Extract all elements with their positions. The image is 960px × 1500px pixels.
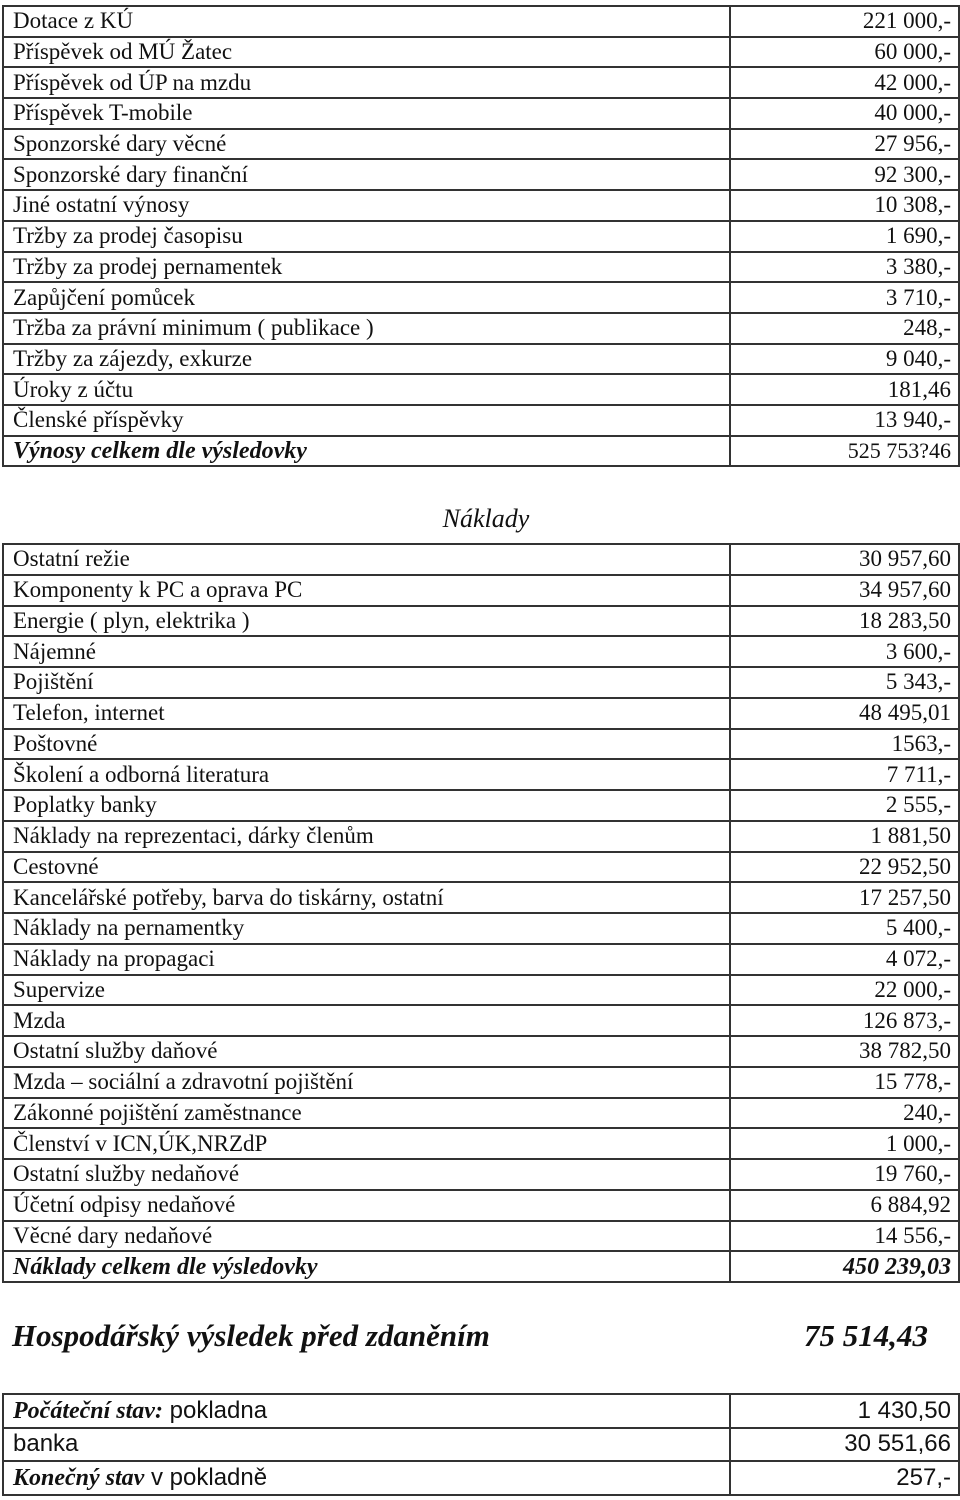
revenue-label: Příspěvek T-mobile [3, 98, 730, 129]
cost-label: Poplatky banky [3, 790, 730, 821]
cost-row [3, 544, 959, 575]
revenue-row [3, 67, 959, 98]
cost-amount: 7 711,- [730, 759, 959, 790]
revenue-amount: 42 000,- [730, 67, 959, 98]
cost-row [3, 729, 959, 760]
cost-amount: 3 600,- [730, 636, 959, 667]
cost-label: Ostatní služby daňové [3, 1036, 730, 1067]
cost-amount: 4 072,- [730, 944, 959, 975]
cost-amount: 15 778,- [730, 1067, 959, 1098]
costs-rows [3, 544, 959, 1251]
revenue-label: Zapůjčení pomůcek [3, 282, 730, 313]
revenue-rows [3, 6, 959, 436]
costs-heading: Náklady [442, 504, 530, 533]
cost-label: Ostatní režie [3, 544, 730, 575]
cash-closing-label [3, 1461, 730, 1495]
revenue-amount: 248,- [730, 313, 959, 344]
cost-row [3, 944, 959, 975]
cost-label: Kancelářské potřeby, barva do tiskárny, ostatní [3, 882, 730, 913]
revenue-row [3, 37, 959, 68]
cost-amount: 1 881,50 [730, 821, 959, 852]
revenue-amount: 27 956,- [730, 129, 959, 160]
cash-closing-label-rest: v pokladně [144, 1463, 268, 1491]
revenue-label: Dotace z KÚ [3, 6, 730, 37]
costs-table [2, 543, 960, 1283]
cost-amount: 30 957,60 [730, 544, 959, 575]
revenue-row [3, 313, 959, 344]
cost-amount: 22 952,50 [730, 852, 959, 883]
cash-bank-amount: 30 551,66 [730, 1428, 959, 1462]
revenue-amount: 9 040,- [730, 344, 959, 375]
result-amount: 75 514,43 [804, 1318, 928, 1353]
cost-amount: 5 400,- [730, 913, 959, 944]
cost-row [3, 1159, 959, 1190]
cost-label: Poštovné [3, 729, 730, 760]
cost-label: Ostatní služby nedaňové [3, 1159, 730, 1190]
revenue-total-amount: 525 753?46 [730, 436, 959, 467]
costs-total-label: Náklady celkem dle výsledovky [3, 1251, 730, 1282]
cost-row [3, 1067, 959, 1098]
cost-row [3, 1098, 959, 1129]
revenue-amount: 92 300,- [730, 159, 959, 190]
cost-row [3, 759, 959, 790]
cash-closing-amount: 257,- [730, 1461, 959, 1495]
revenue-row [3, 252, 959, 283]
cost-row [3, 1128, 959, 1159]
cash-closing-row [3, 1461, 959, 1495]
cost-label: Nájemné [3, 636, 730, 667]
revenue-label: Členské příspěvky [3, 405, 730, 436]
revenue-label: Příspěvek od ÚP na mzdu [3, 67, 730, 98]
revenue-amount: 181,46 [730, 374, 959, 405]
cost-label: Mzda – sociální a zdravotní pojištění [3, 1067, 730, 1098]
revenue-table [2, 5, 960, 467]
costs-total-row [3, 1251, 959, 1282]
cost-row [3, 1036, 959, 1067]
revenue-amount: 3 380,- [730, 252, 959, 283]
revenue-row [3, 159, 959, 190]
cash-opening-row [3, 1394, 959, 1428]
cost-label: Energie ( plyn, elektrika ) [3, 606, 730, 637]
revenue-row [3, 374, 959, 405]
cost-row [3, 698, 959, 729]
revenue-label: Tržba za právní minimum ( publikace ) [3, 313, 730, 344]
cost-row [3, 852, 959, 883]
revenue-row [3, 344, 959, 375]
revenue-row [3, 98, 959, 129]
revenue-row [3, 221, 959, 252]
cost-amount: 17 257,50 [730, 882, 959, 913]
cash-bank-row [3, 1428, 959, 1462]
cost-label: Školení a odborná literatura [3, 759, 730, 790]
revenue-total-row [3, 436, 959, 467]
cash-opening-label-bold: Počáteční stav: [13, 1397, 163, 1424]
cash-bank-label: banka [3, 1428, 730, 1462]
revenue-label: Tržby za zájezdy, exkurze [3, 344, 730, 375]
revenue-label: Sponzorské dary věcné [3, 129, 730, 160]
revenue-total-label: Výnosy celkem dle výsledovky [3, 436, 730, 467]
cost-label: Mzda [3, 1005, 730, 1036]
revenue-label: Příspěvek od MÚ Žatec [3, 37, 730, 68]
cost-label: Náklady na pernamentky [3, 913, 730, 944]
cost-amount: 18 283,50 [730, 606, 959, 637]
cost-label: Supervize [3, 975, 730, 1006]
cost-label: Zákonné pojištění zaměstnance [3, 1098, 730, 1129]
cost-label: Účetní odpisy nedaňové [3, 1190, 730, 1221]
cash-opening-label-rest: pokladna [162, 1396, 268, 1424]
revenue-label: Jiné ostatní výnosy [3, 190, 730, 221]
cost-row [3, 1190, 959, 1221]
cost-label: Cestovné [3, 852, 730, 883]
cost-amount: 2 555,- [730, 790, 959, 821]
cost-row [3, 975, 959, 1006]
cost-amount: 1 000,- [730, 1128, 959, 1159]
result-label: Hospodářský výsledek před zdaněním [12, 1318, 490, 1353]
revenue-label: Úroky z účtu [3, 374, 730, 405]
revenue-amount: 10 308,- [730, 190, 959, 221]
cost-label: Pojištění [3, 667, 730, 698]
revenue-amount: 40 000,- [730, 98, 959, 129]
cost-amount: 240,- [730, 1098, 959, 1129]
revenue-amount: 221 000,- [730, 6, 959, 37]
cost-amount: 14 556,- [730, 1221, 959, 1252]
cost-amount: 126 873,- [730, 1005, 959, 1036]
revenue-row [3, 405, 959, 436]
cost-amount: 6 884,92 [730, 1190, 959, 1221]
cash-closing-label-bold: Konečný stav [13, 1464, 145, 1491]
cost-row [3, 1221, 959, 1252]
revenue-row [3, 129, 959, 160]
revenue-amount: 3 710,- [730, 282, 959, 313]
cost-label: Členství v ICN,ÚK,NRZdP [3, 1128, 730, 1159]
revenue-amount: 13 940,- [730, 405, 959, 436]
cost-row [3, 606, 959, 637]
cost-amount: 48 495,01 [730, 698, 959, 729]
cost-row [3, 636, 959, 667]
revenue-row [3, 190, 959, 221]
cost-row [3, 913, 959, 944]
cost-row [3, 667, 959, 698]
cost-label: Komponenty k PC a oprava PC [3, 575, 730, 606]
cost-label: Náklady na reprezentaci, dárky členům [3, 821, 730, 852]
cost-amount: 5 343,- [730, 667, 959, 698]
revenue-row [3, 6, 959, 37]
revenue-row [3, 282, 959, 313]
cost-amount: 34 957,60 [730, 575, 959, 606]
revenue-amount: 1 690,- [730, 221, 959, 252]
cost-row [3, 790, 959, 821]
cost-row [3, 575, 959, 606]
cost-label: Věcné dary nedaňové [3, 1221, 730, 1252]
revenue-label: Tržby za prodej časopisu [3, 221, 730, 252]
costs-total-amount: 450 239,03 [730, 1251, 959, 1282]
cash-table [2, 1393, 960, 1496]
cost-row [3, 882, 959, 913]
cost-label: Náklady na propagaci [3, 944, 730, 975]
revenue-label: Sponzorské dary finanční [3, 159, 730, 190]
revenue-label: Tržby za prodej pernamentek [3, 252, 730, 283]
cost-label: Telefon, internet [3, 698, 730, 729]
cost-row [3, 821, 959, 852]
cash-opening-label [3, 1394, 730, 1428]
cost-amount: 22 000,- [730, 975, 959, 1006]
cost-row [3, 1005, 959, 1036]
cost-amount: 1563,- [730, 729, 959, 760]
cash-opening-amount: 1 430,50 [730, 1394, 959, 1428]
cost-amount: 38 782,50 [730, 1036, 959, 1067]
revenue-amount: 60 000,- [730, 37, 959, 68]
cost-amount: 19 760,- [730, 1159, 959, 1190]
result-row [12, 1318, 942, 1364]
